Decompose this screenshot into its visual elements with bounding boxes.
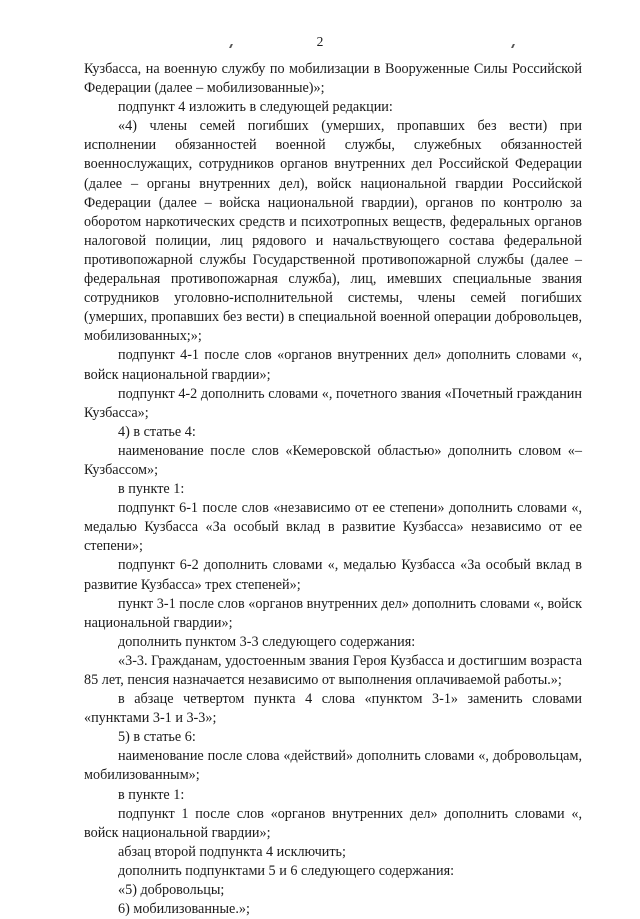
paragraph-add-subpoints-5-6: дополнить подпунктами 5 и 6 следующего содержания: <box>118 862 455 879</box>
paragraph-point-4-paragraph-4: в абзаце четвертом пункта 4 слова «пунктом 3-1» заменить словами «пунктами 3-1 и 3-3»; <box>84 691 582 727</box>
paragraph-add-point-3-3: дополнить пунктом 3-3 следующего содержания: <box>118 633 416 650</box>
paragraph-article-4-title: наименование после слов «Кемеровской областью» дополнить словом «– Кузбассом»; <box>84 442 582 478</box>
paragraph-subpoint-4-paragraph-2: абзац второй подпункта 4 исключить; <box>118 843 346 860</box>
paragraph-article-6: 5) в статье 6: <box>118 729 196 746</box>
paragraph-subpoint-5: «5) добровольцы; <box>118 882 225 899</box>
paragraph-subpoint-4-text: «4) члены семей погибших (умерших, пропавших без вести) при исполнении обязанностей военной службы, служебных обязанностей военнослужащих, сотрудников органов внутренних дел Российской Федерации (далее – органы внутренних дел), войск национальной гвардии Российской Федерации (далее – войска национальной гвардии), органов по контролю за оборотом наркотических средств и психотропных веществ, федеральных органов налоговой полиции, лиц рядового и начальствующего состава федеральной противопожарной службы Государственной противопожарной службы (далее – федеральная противопожарная служба), лиц, имевших специальные звания сотрудников уголовно-исполнительной системы, члены семей погибших (умерших, пропавших без вести) в специальной военной операции добровольцев, мобилизованных;»; <box>84 118 582 345</box>
paragraph-subpoint-4-2: подпункт 4-2 дополнить словами «, почетного звания «Почетный гражданин Кузбасса»; <box>84 385 582 421</box>
page-number: 2 <box>316 34 324 49</box>
document-body <box>84 60 582 919</box>
paragraph-subpoint-1: подпункт 1 после слов «органов внутренних дел» дополнить словами «, войск национальной гвардии»; <box>84 805 582 841</box>
paragraph-subpoint-4-1: подпункт 4-1 после слов «органов внутренних дел» дополнить словами «, войск национальной гвардии»; <box>84 347 582 383</box>
paragraph-article-4: 4) в статье 4: <box>118 423 196 440</box>
paragraph-subpoint-4-intro: подпункт 4 изложить в следующей редакции: <box>118 99 393 116</box>
paragraph-point-3-1: пункт 3-1 после слов «органов внутренних дел» дополнить словами «, войск национальной гвардии»; <box>84 595 582 631</box>
paragraph-subpoint-6-1: подпункт 6-1 после слов «независимо от ее степени» дополнить словами «, медалью Кузбасса «За особый вклад в развитие Кузбасса» независимо от ее степени»; <box>84 500 582 555</box>
paragraph-article-6-point-1: в пункте 1: <box>118 786 185 803</box>
paragraph-subpoint-6-2: подпункт 6-2 дополнить словами «, медалью Кузбасса «За особый вклад в развитие Кузбасса» трех степеней»; <box>84 557 582 593</box>
paragraph-point-1: в пункте 1: <box>118 481 185 498</box>
paragraph-article-6-title: наименование после слова «действий» дополнить словами «, добровольцам, мобилизованным»; <box>84 748 582 784</box>
paragraph-point-3-3-text: «3-3. Гражданам, удостоенным звания Героя Кузбасса и достигшим возраста 85 лет, пенсия назначается независимо от выполнения оплачиваемой работы.»; <box>84 652 582 688</box>
paragraph-subpoint-6: 6) мобилизованные.»; <box>118 901 250 918</box>
paragraph-continuation: Кузбасса, на военную службу по мобилизации в Вооруженные Силы Российской Федерации (далее – мобилизованные)»; <box>84 61 582 97</box>
